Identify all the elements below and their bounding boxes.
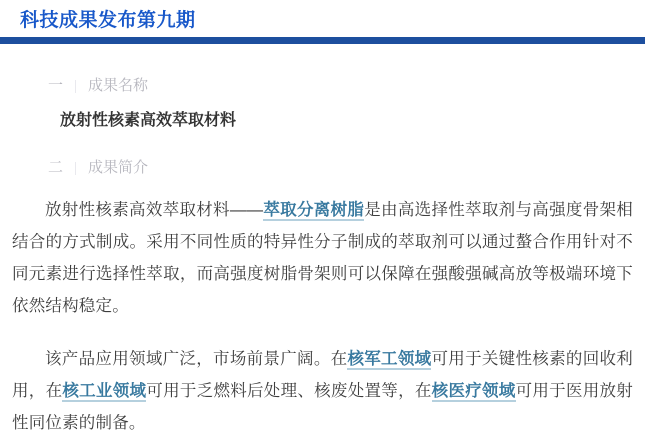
keyword-highlight: 萃取分离树脂 [263,201,365,219]
section-header-name [12,76,633,96]
article-header [0,0,645,44]
body-text-run: 可用于医用放射性同位素的制备。 [12,382,634,432]
intro-paragraph-1 [12,194,633,322]
body-text-run: 可用于关键性核素的回收利用，在 [12,350,633,400]
section-divider [75,80,76,93]
body-text-run: 是由高选择性萃取剂与高强度骨架相结合的方式制成。采用不同性质的特异性分子制成的萃取剂可以通过螯合作用针对不同元素进行选择性萃取，而高强度树脂骨架则可以保障在强酸强碱高放等极端环境下依然结构稳定。 [12,201,634,315]
section-label: 成果简介 [88,159,149,176]
intro-paragraph-2 [12,343,633,439]
section-number: 二 [48,159,64,176]
title-underline-bar [0,37,645,44]
section-label: 成果名称 [88,77,149,94]
page-title: 科技成果发布第九期 [20,10,196,31]
keyword-highlight: 核工业领域 [62,382,147,400]
section-divider [75,162,76,175]
body-text-run: 该产品应用领域广泛，市场前景广阔。在 [45,350,348,368]
body-text-run: 放射性核素高效萃取材料—— [45,201,264,219]
achievement-name: 放射性核素高效萃取材料 [60,112,237,129]
keyword-highlight: 核医疗领域 [431,382,516,400]
section-header-intro [12,158,633,178]
body-text-run: 可用于乏燃料后处理、核废处置等，在 [146,382,432,400]
keyword-highlight: 核军工领域 [347,350,432,368]
section-number: 一 [48,77,64,94]
article-body [0,76,645,439]
